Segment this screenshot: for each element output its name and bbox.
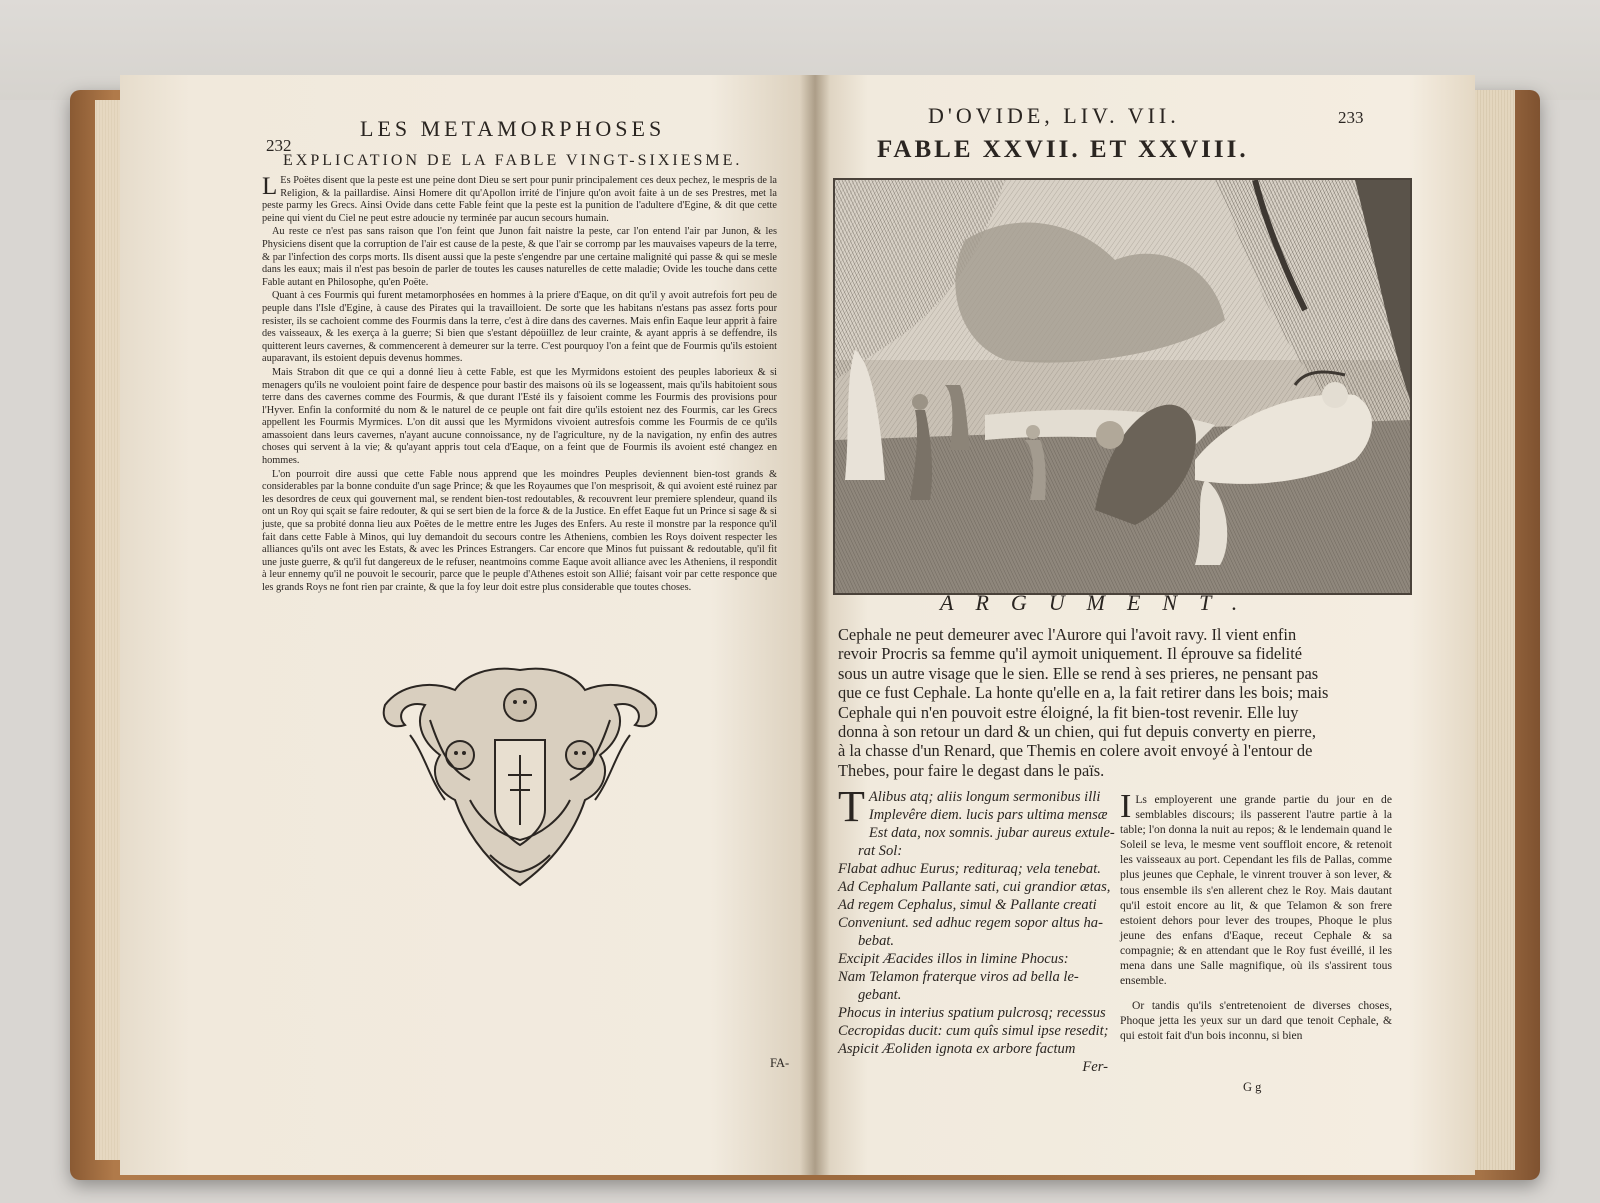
argument-line: donna à son retour un dard & un chien, qui fut depuis converty en pierre, <box>838 722 1316 742</box>
argument-line: revoir Procris sa femme qu'il aymoit uniquement. Il éprouve sa fidelité <box>838 644 1303 664</box>
drop-cap-i: I <box>1120 788 1132 825</box>
drop-cap-l: L <box>262 173 278 200</box>
argument-line: que ce fust Cephale. La honte qu'elle en a, la fait retirer dans les bois; mais <box>838 683 1329 703</box>
right-running-head: D'OVIDE, LIV. VII. <box>928 103 1180 128</box>
page-edges-right <box>1470 90 1515 1170</box>
explication-text <box>262 175 777 596</box>
explication-heading: EXPLICATION DE LA FABLE VINGT-SIXIESME. <box>283 152 743 169</box>
explication-paragraph: Mais Strabon dit que ce qui a donné lieu à cette Fable, est que les Myrmidons estoient des peuples laborieux & si menagers qu'ils ne vouloient point faire de despence pour bastir des maisons où ils se logeassent, mais qu'ils habitoient sous terre dans des cavernes comme des Fourmis, & que durant l'Esté ils y faisoient comme les Fourmis des provisions pour l'Hyver. Enfin la conformité du nom & le naturel de ce peuple ont fait dire qu'ils estoient nez des Fourmis, car les Grecs appellent les Fourmis Myrmices. L'on dit aussi que les Myrmidons vivoient autresfois comme les Fourmis de ce qu'ils amassoient dans leurs cavernes, n'ayant aucune connoissance, ny de l'agriculture, ny de la navigation, ny enfin des autres choses qui servent à la vie; & qu'ayant appris tout cela d'Eaque, on a feint que de Fourmis ils avoient esté changez en hommes. <box>262 366 777 467</box>
explication-paragraph: Au reste ce n'est pas sans raison que l'on feint que Junon fait naistre la peste, car l'on entend l'air par Junon, & les Physiciens disent que la corruption de l'air est cause de la peste, & que l'air se corromp par les mauvaises vapeurs de la terre, & par l'infection des corps morts. Ils disent aussi que la peste s'engendre par une certaine malignité qui passe & qui se mesle dans les eaux; mais il n'est pas besoin de parler de toutes les causes naturelles de cette maladie; Ovide les touche dans cette Fable autant en Philosophe, qu'en Poëte. <box>262 226 777 288</box>
latin-line: rat Sol: <box>858 843 903 859</box>
latin-line: bebat. <box>858 933 895 949</box>
latin-line: Conveniunt. sed adhuc regem sopor altus ha- <box>838 915 1103 931</box>
latin-line: Est data, nox somnis. jubar aureus extule- <box>868 825 1115 841</box>
argument-heading: ARGUMENT. <box>940 590 1260 615</box>
argument-line: sous un autre visage que le sien. Elle se rend à ses prieres, ne pensant pas <box>838 663 1319 683</box>
french-paragraph: Or tandis qu'ils s'entretenoient de diverses choses, Phoque jetta les yeux sur un dard que tenoit Cephale, & qui estoit fait d'un bois inconnu, si bien <box>1120 999 1392 1043</box>
book-gutter <box>800 75 830 1175</box>
latin-line: Phocus in interius spatium pulcrosq; recessus <box>838 1005 1106 1021</box>
fable-title: FABLE XXVII. ET XXVIII. <box>877 136 1249 163</box>
french-paragraph: I Ls employerent une grande partie du jour en de semblables discours; ils passerent l'autre partie à la table; l'on donna la nuit au repos; & le lendemain quand le Soleil se leva, le mesme vent souffloit encore, & retenoit les vaisseaux au port. Cependant les fils de Pallas, comme plus jeunes que Cephale, le vinrent trouver à son lever, & tous ensemble ils s'en allerent chez le Roy. Mais dautant qu'il estoit encore au lit, & que Telamon & son frere estoient dehors pour lever des troupes, Phoque le plus jeune des enfans d'Eaque, receut Cephale & sa compagnie; & en attendant que le Roy fust éveillé, il les mena dans une Salle magnifique, où ils s'assirent tous ensemble. <box>1120 788 1392 988</box>
argument-line: à la chasse d'un Renard, que Themis en colere avoit envoyé à l'entour de <box>838 741 1313 761</box>
drop-cap-t: T <box>838 782 865 831</box>
argument-line: Cephale qui n'en pouvoit estre éloigné, la fit bien-tost revenir. Elle luy <box>838 702 1299 722</box>
latin-line: Ad regem Cephalus, simul & Pallante creati <box>838 897 1097 913</box>
latin-line: Cecropidas ducit: cum quîs simul ipse resedit; <box>838 1023 1109 1039</box>
left-running-head: LES METAMORPHOSES <box>360 116 666 141</box>
signature-mark: G g <box>1243 1080 1262 1094</box>
latin-line: Nam Telamon fraterque viros ad bella le- <box>838 969 1079 985</box>
engraving-illustration <box>835 180 1410 593</box>
latin-line: Aspicit Æoliden ignota ex arbore factum <box>838 1041 1076 1057</box>
latin-line: Implevêre diem. lucis pars ultima mensæ <box>868 807 1108 823</box>
left-page-number: 232 <box>266 136 292 155</box>
latin-line: gebant. <box>858 987 902 1003</box>
latin-line: Alibus atq; aliis longum sermonibus illi <box>868 789 1101 805</box>
latin-catchword: Fer- <box>1082 1059 1108 1075</box>
explication-paragraph: Quant à ces Fourmis qui furent metamorphosées en hommes à la priere d'Eaque, on dit qu'il y avoit autrefois fort peu de peuple dans l'Isle d'Egine, à cause des Pirates qui la travailloient. De sorte que les habitans n'estans pas assez forts pour resister, ils se cachoient comme des Fourmis dans la terre, c'est à dire dans des cavernes. Mais enfin Eaque leur apprit à faire des vaisseaux, & les exerça à la guerre; Si bien que s'estant dépoüillez de leur crainte, & ayant appris à se deffendre, ils quitterent leurs cavernes, & commencerent à demeurer sur la terre. C'est pourquoy l'on a feint que de Fourmis qu'ils estoient auparavant, ils estoient depuis devenus hommes. <box>262 290 777 365</box>
latin-verse <box>838 782 1118 1076</box>
french-translation <box>1120 788 1392 1048</box>
argument-text <box>838 625 1423 780</box>
latin-line: Ad Cephalum Pallante sati, cui grandior ætas, <box>838 879 1111 895</box>
argument-line: Thebes, pour faire le degast dans le païs. <box>838 760 1105 780</box>
explication-paragraph: L Es Poëtes disent que la peste est une peine dont Dieu se sert pour punir principalement ces deux pechez, le mespris de la Religion, & la paillardise. Ainsi Homere dit qu'Apollon irrité de l'injure qu'on avoit faite à un de ses Prestres, met la peste parmy les Grecs. Ainsi Ovide dans cette Fable feint que la peste est la punition de l'adultere d'Egine, & dit que cette peine qui vient du Ciel ne peut estre adoucie ny terminée par aucun secours humain. <box>262 173 777 224</box>
engraving-plate <box>833 178 1412 595</box>
ornament-cartouche <box>370 660 670 900</box>
latin-line: Flabat adhuc Eurus; redituraq; vela tenebat. <box>838 861 1101 877</box>
explication-paragraph: L'on pourroit dire aussi que cette Fable nous apprend que les moindres Peuples deviennent bien-tost grands & considerables par la bonne conduite d'un sage Prince; & que les Royaumes que l'on mesprisoit, & qui avoient esté ruinez par les desordres de ceux qui gouvernent mal, se rendent bien-tost redoutables, & recouvrent leur premiere splendeur, quand ils ont un Roy qui sçait se faire redouter, & qui se sert bien de la force & de la Justice. En effet Eaque fut un Prince si sage & si juste, que sa probité donna lieu aux Poëtes de le mettre entre les Juges des Enfers. Au reste il monstre par la responce qu'il fait dans cette Fable à Minos, qui luy demandoit du secours contre les Atheniens, combien les Roys doivent respecter les alliances qu'ils ont avec les Estats, & avec les Princes Estrangers. Car encore que Minos fut puissant & redoutable, qu'il fit une juste guerre, & qu'il fut dangereux de le refuser, neantmoins comme Eaque avoit alliance avec les Atheniens, il respondit à leur ennemy qu'il ne pouvoit le secourir, parce que le peuple d'Athenes estoit son Allié; faisant voir par cette responce que les grands Roys ne font rien par crainte, & que la foy leur doit estre plus considerable que toutes choses. <box>262 468 777 593</box>
latin-line: Excipit Æacides illos in limine Phocus: <box>838 951 1069 967</box>
left-catchword: FA- <box>770 1056 790 1070</box>
argument-line: Cephale ne peut demeurer avec l'Aurore qui l'avoit ravy. Il vient enfin <box>838 625 1297 644</box>
right-page-number: 233 <box>1338 108 1364 127</box>
